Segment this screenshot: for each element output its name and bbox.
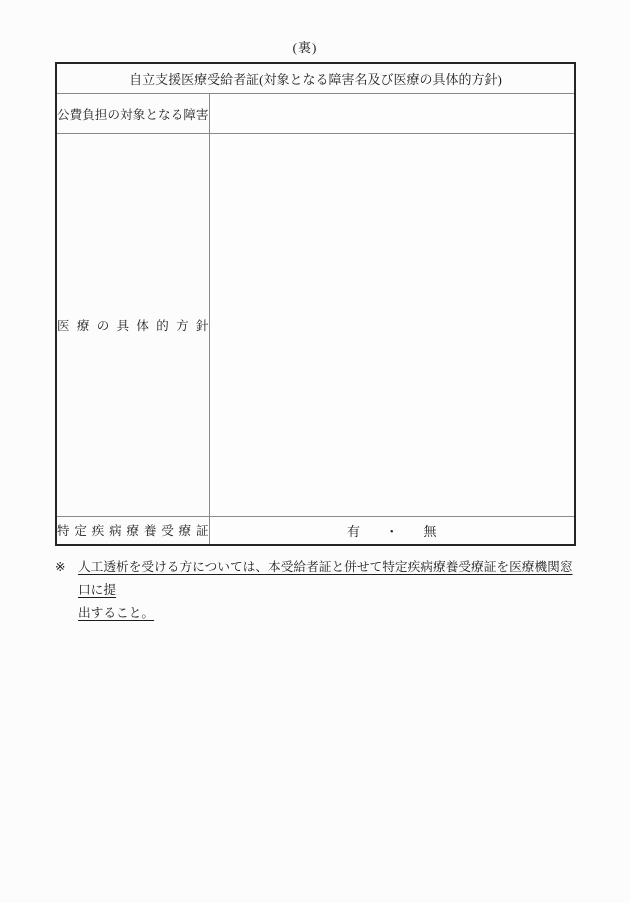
medical-policy-label: 医療の具体的方針 bbox=[56, 134, 209, 517]
covered-disability-input-cell bbox=[209, 94, 575, 134]
footnote-text bbox=[78, 556, 581, 625]
table-row bbox=[56, 94, 575, 134]
specific-disease-certificate-label: 特定疾病療養受療証 bbox=[56, 517, 209, 545]
footnote-line: 出すること。 bbox=[78, 606, 155, 620]
table-row bbox=[56, 517, 575, 545]
page-side-label: (裏) bbox=[292, 40, 318, 55]
has-certificate-yes-no-value: 有 ・ 無 bbox=[209, 517, 575, 545]
table-row bbox=[56, 134, 575, 517]
medical-policy-input-cell bbox=[209, 134, 575, 517]
footnote-line: 人工透析を受ける方については、本受給者証と併せて特定疾病療養受療証を医療機関窓口に提 bbox=[78, 560, 573, 597]
table-title-row bbox=[56, 63, 575, 94]
footnote-reference-mark: ※ bbox=[55, 560, 66, 574]
covered-disability-label: 公費負担の対象となる障害 bbox=[56, 94, 209, 134]
table-title: 自立支援医療受給者証(対象となる障害名及び医療の具体的方針) bbox=[56, 63, 575, 94]
jiritsu-shien-certificate-table bbox=[55, 62, 576, 546]
footnote bbox=[55, 556, 581, 625]
